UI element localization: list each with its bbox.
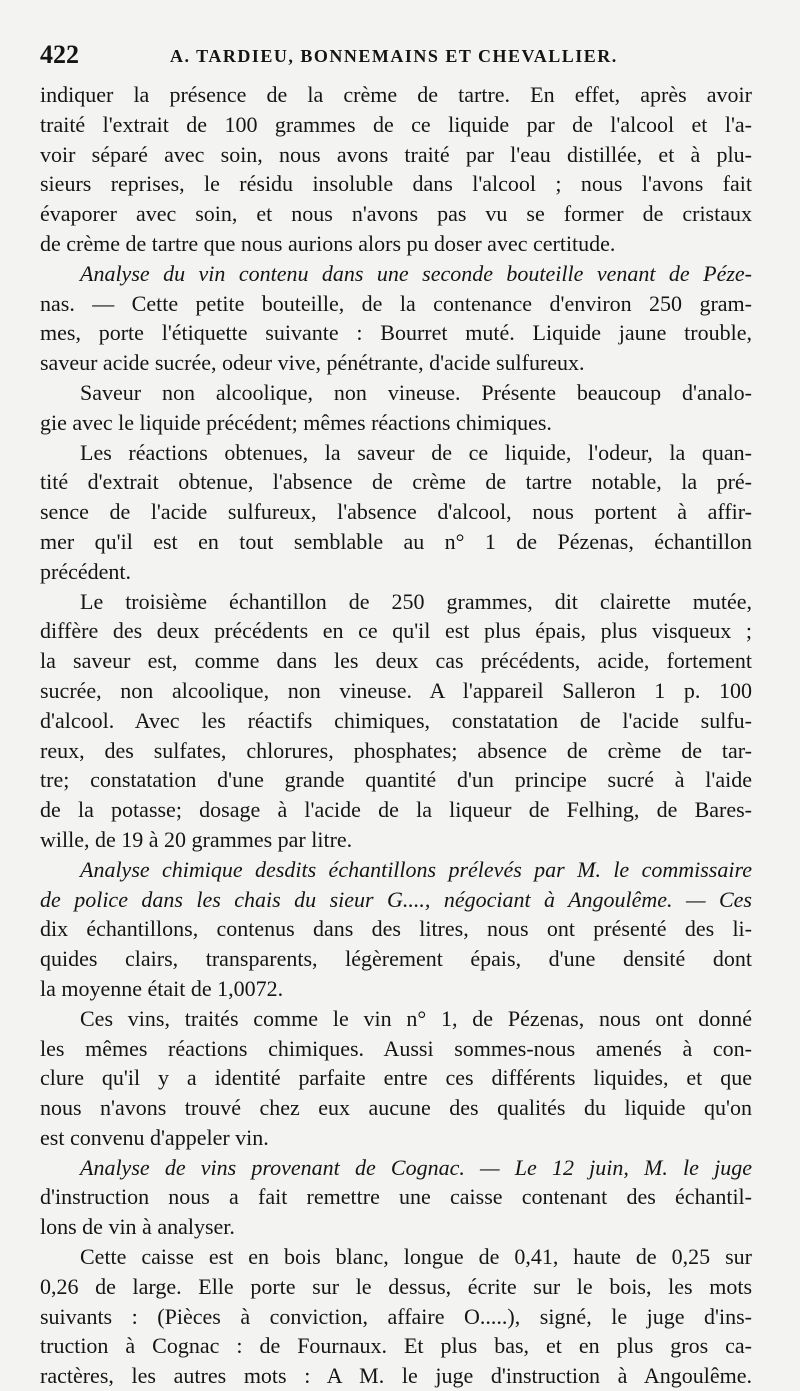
page-header <box>40 40 760 76</box>
page-number: 422 <box>40 40 79 69</box>
text-line: nous n'avons trouvé chez eux aucune des qualités du liquide qu'on <box>40 1095 752 1121</box>
text-line: gie avec le liquide précédent; mêmes réactions chimiques. <box>40 409 552 435</box>
section-heading-line: de police dans les chais du sieur G...., négociant à Angoulême. — Ces <box>40 886 752 912</box>
text-line: mes, porte l'étiquette suivante : Bourret muté. Liquide jaune trouble, <box>40 320 752 346</box>
text-line: Ces vins, traités comme le vin n° 1, de Pézenas, nous ont donné <box>80 1005 752 1031</box>
text-line: quides clairs, transparents, légèrement épais, d'une densité dont <box>40 946 752 972</box>
text-line: wille, de 19 à 20 grammes par litre. <box>40 826 353 852</box>
text-line: lons de vin à analyser. <box>40 1214 235 1240</box>
section-heading-line: Analyse du vin contenu dans une seconde bouteille venant de Péze- <box>80 260 752 286</box>
text-line: 0,26 de large. Elle porte sur le dessus, écrite sur le bois, les mots <box>40 1273 752 1299</box>
text-line: suivants : (Pièces à conviction, affaire O.....), signé, le juge d'ins- <box>40 1303 752 1329</box>
text-line: Le troisième échantillon de 250 grammes, dit clairette mutée, <box>80 588 752 614</box>
text-line: Les réactions obtenues, la saveur de ce liquide, l'odeur, la quan- <box>80 439 752 465</box>
text-line: d'alcool. Avec les réactifs chimiques, constatation de l'acide sulfu- <box>40 707 752 733</box>
text-line: reux, des sulfates, chlorures, phosphates; absence de crème de tar- <box>40 737 752 763</box>
text-line: clure qu'il y a identité parfaite entre ces différents liquides, et que <box>40 1065 752 1091</box>
text-line: truction à Cognac : de Fournaux. Et plus bas, et en plus gros ca- <box>40 1333 752 1359</box>
text-line: saveur acide sucrée, odeur vive, pénétrante, d'acide sulfureux. <box>40 350 585 376</box>
text-line: ractères, les autres mots : A M. le juge d'instruction à Angoulême. <box>40 1363 752 1389</box>
text-line: mer qu'il est en tout semblable au n° 1 de Pézenas, échantillon <box>40 528 752 554</box>
text-line: sucrée, non alcoolique, non vineuse. A l'appareil Salleron 1 p. 100 <box>40 677 752 703</box>
text-line: traité l'extrait de 100 grammes de ce liquide par de l'alcool et l'a- <box>40 111 752 137</box>
text-line: tité d'extrait obtenue, l'absence de crème de tartre notable, la pré- <box>40 469 752 495</box>
text-line: de la potasse; dosage à l'acide de la liqueur de Felhing, de Bares- <box>40 797 752 823</box>
text-line: dix échantillons, contenus dans des litres, nous ont présenté des li- <box>40 916 752 942</box>
body-text <box>40 80 752 1391</box>
text-line: nas. — Cette petite bouteille, de la contenance d'environ 250 gram- <box>40 290 752 316</box>
text-line: voir séparé avec soin, nous avons traité par l'eau distillée, et à plu- <box>40 141 752 167</box>
text-line: Saveur non alcoolique, non vineuse. Présente beaucoup d'analo- <box>80 379 752 405</box>
text-line: précédent. <box>40 558 131 584</box>
text-line: indiquer la présence de la crème de tartre. En effet, après avoir <box>40 82 752 107</box>
text-line: tre; constatation d'une grande quantité d'un principe sucré à l'aide <box>40 767 752 793</box>
section-heading-line: Analyse chimique desdits échantillons prélevés par M. le commissaire <box>80 856 752 882</box>
text-line: est convenu d'appeler vin. <box>40 1124 269 1150</box>
text-line: de crème de tartre que nous aurions alors pu doser avec certitude. <box>40 230 616 256</box>
text-line: d'instruction nous a fait remettre une caisse contenant des échantil- <box>40 1184 752 1210</box>
running-head: A. TARDIEU, BONNEMAINS ET CHEVALLIER. <box>170 46 618 66</box>
text-line: évaporer avec soin, et nous n'avons pas vu se former de cristaux <box>40 201 752 227</box>
text-line: la saveur est, comme dans les deux cas précédents, acide, fortement <box>40 648 752 674</box>
text-line: la moyenne était de 1,0072. <box>40 975 284 1001</box>
text-line: Cette caisse est en bois blanc, longue de 0,41, haute de 0,25 sur <box>80 1244 752 1270</box>
text-line: sieurs reprises, le résidu insoluble dans l'alcool ; nous l'avons fait <box>40 171 752 197</box>
section-heading-line: Analyse de vins provenant de Cognac. — Le 12 juin, M. le juge <box>80 1154 752 1180</box>
text-line: sence de l'acide sulfureux, l'absence d'alcool, nous portent à affir- <box>40 499 752 525</box>
text-line: diffère des deux précédents en ce qu'il est plus épais, plus visqueux ; <box>40 618 752 644</box>
text-line: les mêmes réactions chimiques. Aussi sommes-nous amenés à con- <box>40 1035 752 1061</box>
